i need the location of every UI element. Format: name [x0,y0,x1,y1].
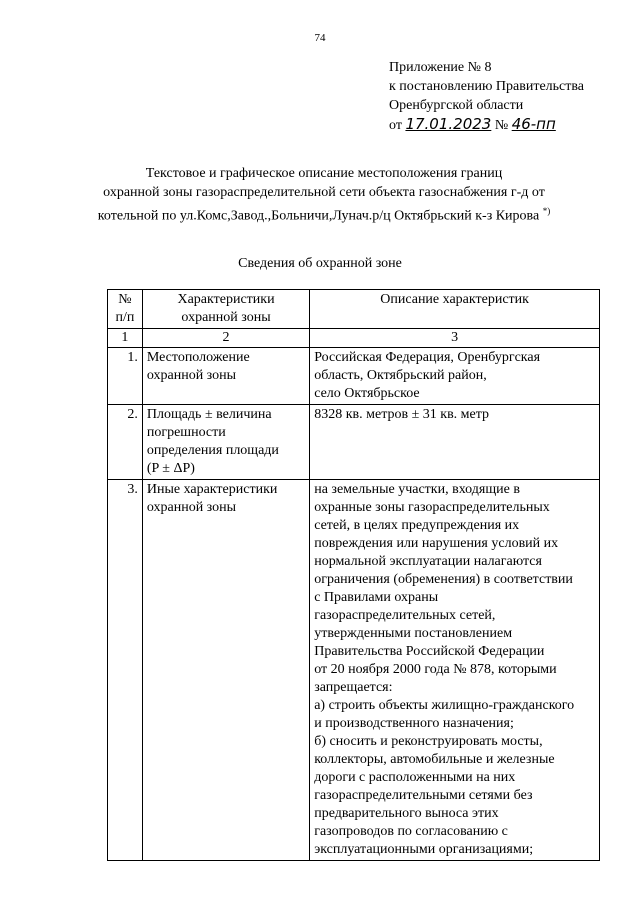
appendix-line-2: к постановлению Правительства [389,79,585,94]
title-line-3-text: котельной по ул.Комс,Завод.,Больничи,Лунач.р/ц Октябрьский к-з Кирова [97,208,540,224]
row-characteristic: Площадь ± величина погрешности определения площади (P ± ΔP) [142,405,309,480]
row-number: 1. [108,348,143,405]
appendix-block [389,58,584,135]
row-characteristic: Иные характеристики охранной зоны [142,480,309,861]
row-description: на земельные участки, входящие в охранные зоны газораспределительных сетей, в целях предупреждения их повреждения или нарушения условий их нормальной эксплуатации налагаются ограничения (обременения) в соответствии с Правилами охраны газораспределительных сетей, утвержденными постановлением Правительства Российской Федерации от 20 ноября 2000 года № 878, которыми запрещается: а) строить объекты жилищно-гражданского и производственного назначения; б) сносить и реконструировать мосты, коллекторы, автомобильные и железные дороги с расположенными на них газораспределительными сетями без предварительного выноса этих газопроводов по согласованию с эксплуатационными организациями; [310,480,600,861]
document-title [60,164,588,226]
column-number: 1 [108,329,143,348]
title-line-1: Текстовое и графическое описание местоположения границ [145,166,503,181]
appendix-date-line [389,115,584,135]
row-description: Российская Федерация, Оренбургская область, Октябрьский район, село Октябрьское [310,348,600,405]
title-line-3 [60,202,588,226]
table-row [108,348,600,405]
header-characteristic: Характеристики охранной зоны [142,290,309,329]
column-number-row [108,329,600,348]
appendix-line-3: Оренбургской области [389,98,524,113]
header-num: № п/п [108,290,143,329]
header-description: Описание характеристик [310,290,600,329]
column-number: 3 [310,329,600,348]
table-row [108,405,600,480]
column-number: 2 [142,329,309,348]
handwritten-date: 17.01.2023 [405,115,492,133]
title-line-2: охранной зоны газораспределительной сети объекта газоснабжения г-д от [103,185,545,200]
zone-table [107,289,600,861]
row-number: 3. [108,480,143,861]
number-sign: № [494,118,509,133]
row-characteristic: Местоположение охранной зоны [142,348,309,405]
footnote-mark: *) [542,206,551,216]
table-row [108,480,600,861]
page-number: 74 [314,32,326,44]
table-header-row [108,290,600,329]
date-prefix: от [389,118,402,133]
section-subtitle: Сведения об охранной зоне [238,256,402,271]
row-description: 8328 кв. метров ± 31 кв. метр [310,405,600,480]
appendix-line-1: Приложение № 8 [389,60,492,75]
row-number: 2. [108,405,143,480]
handwritten-number: 46-пп [511,115,556,133]
